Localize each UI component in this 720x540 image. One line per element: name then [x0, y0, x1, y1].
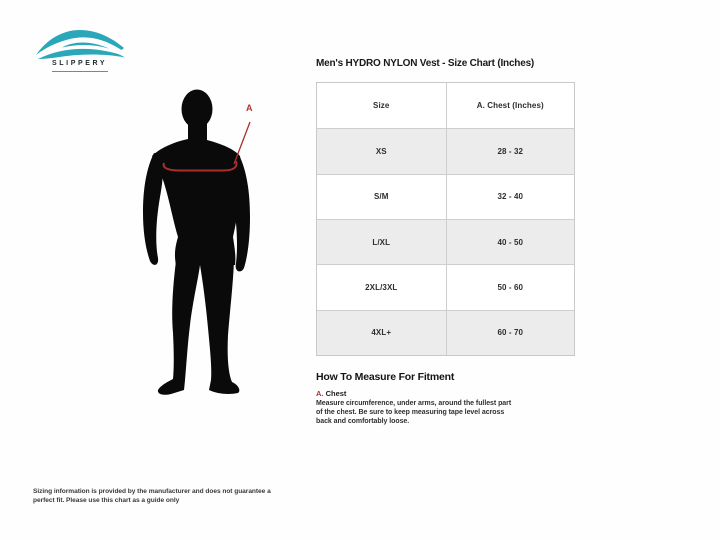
wave-logo-icon	[35, 30, 127, 60]
how-to-measure-section	[316, 371, 526, 427]
size-table	[316, 82, 575, 356]
disclaimer-text: Sizing information is provided by the manufacturer and does not guarantee a perfect fit. Please use this chart as a guide only	[33, 488, 271, 505]
table-row	[317, 264, 574, 309]
measure-item-chest	[316, 389, 526, 427]
table-header-row	[317, 83, 574, 128]
column-header-chest: A. Chest (Inches)	[446, 83, 575, 128]
brand-logo	[35, 30, 130, 76]
size-cell: 2XL/3XL	[365, 282, 398, 292]
table-row	[317, 310, 574, 355]
measure-item-label-line	[316, 389, 526, 398]
chart-column	[316, 58, 575, 427]
measurement-figure	[140, 85, 272, 400]
measure-item-description: Measure circumference, under arms, around the fullest part of the chest. Be sure to keep measuring tape level across back and comfortably loose.	[316, 400, 512, 426]
table-row	[317, 219, 574, 264]
table-row	[317, 174, 574, 219]
table-row	[317, 128, 574, 173]
column-header-size: Size	[373, 101, 390, 111]
chest-cell: 60 - 70	[446, 311, 575, 355]
brand-underline	[52, 71, 108, 72]
size-cell: 4XL+	[371, 328, 392, 338]
male-silhouette-icon	[140, 85, 272, 400]
size-cell: S/M	[373, 192, 389, 202]
size-cell: L/XL	[372, 237, 391, 247]
chest-cell: 50 - 60	[446, 265, 575, 309]
chest-cell: 40 - 50	[446, 220, 575, 264]
chest-cell: 28 - 32	[446, 129, 575, 173]
page-title: Men's HYDRO NYLON Vest - Size Chart (Inches)	[316, 58, 535, 69]
size-cell: XS	[375, 146, 387, 156]
how-to-measure-heading: How To Measure For Fitment	[316, 371, 455, 383]
chest-marker-label: A	[246, 103, 253, 113]
measure-item-marker: A.	[316, 389, 324, 398]
measure-item-label: Chest	[325, 389, 347, 398]
chest-cell: 32 - 40	[446, 175, 575, 219]
brand-name: SLIPPERY	[52, 60, 108, 67]
